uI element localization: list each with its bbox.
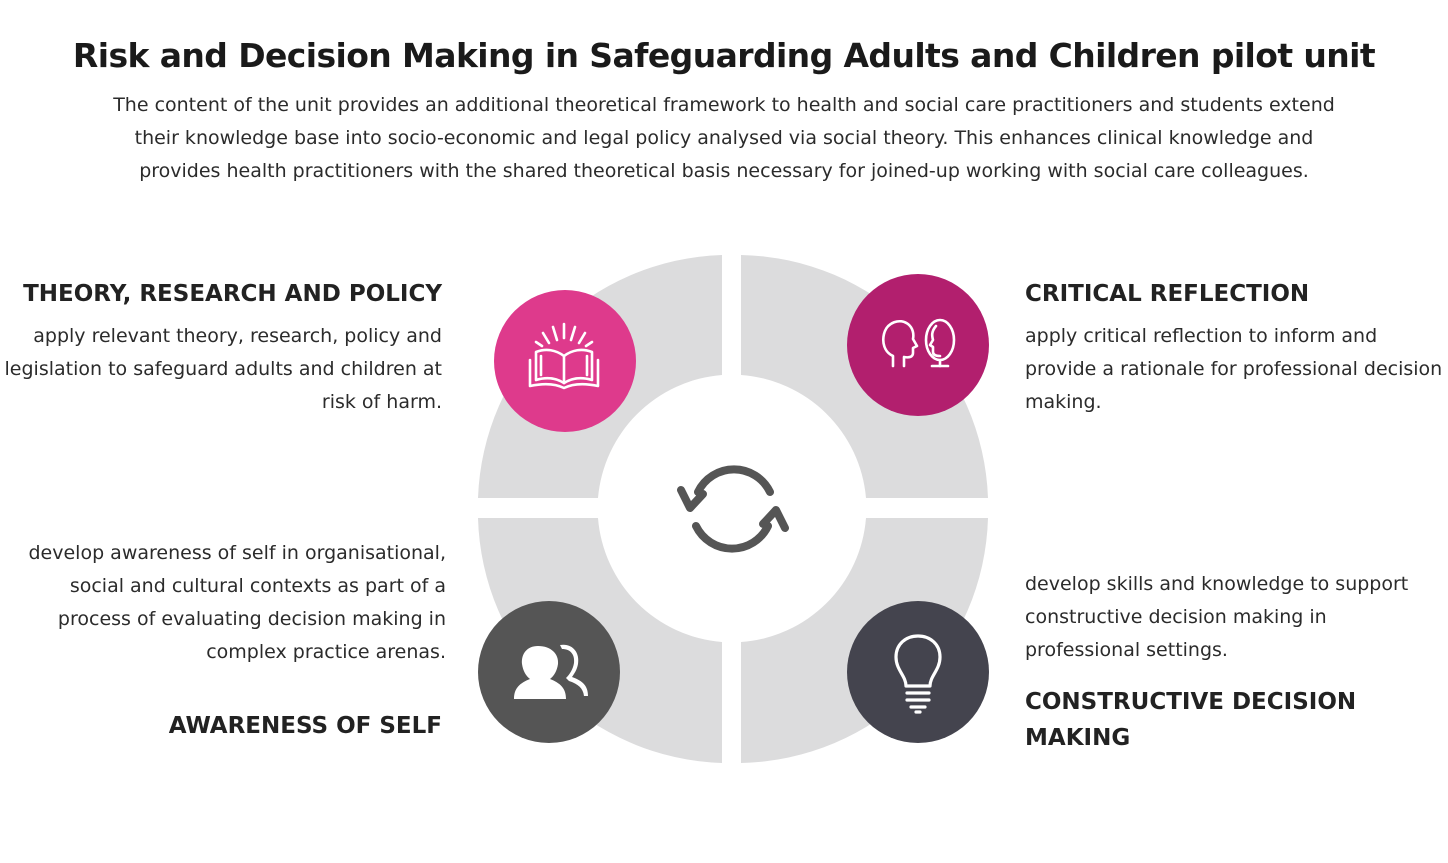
self-icon-circle [478,601,620,743]
decision-description: develop skills and knowledge to support constructive decision making in professional settings. [1025,573,1409,661]
reflection-description: apply critical reflection to inform and provide a rationale for professional decision making. [1025,325,1443,413]
self-description: develop awareness of self in organisational, social and cultural contexts as part of a process of evaluating decision making in complex practice arenas. [28,542,446,663]
decision-heading: CONSTRUCTIVE DECISION MAKING [1025,689,1357,751]
page-intro: The content of the unit provides an additional theoretical framework to health and social care practitioners and students extend their knowledge base into socio-economic and legal policy analysed via social theory. This enhances clinical knowledge and provides health practitioners with the shared theoretical basis necessary for joined-up working with social care colleagues. [113,94,1335,182]
theory-heading: THEORY, RESEARCH AND POLICY [23,281,442,307]
theory-description: apply relevant theory, research, policy and legislation to safeguard adults and children at risk of harm. [4,325,442,413]
self-heading: AWARENESS OF SELF [168,713,442,739]
page-title: Risk and Decision Making in Safeguarding Adults and Children pilot unit [72,36,1376,75]
reflection-icon-circle [847,274,989,416]
reflection-heading: CRITICAL REFLECTION [1025,281,1310,307]
cycle-arrows-icon [681,469,785,548]
decision-icon-circle [847,601,989,743]
theory-icon-circle [494,290,636,432]
